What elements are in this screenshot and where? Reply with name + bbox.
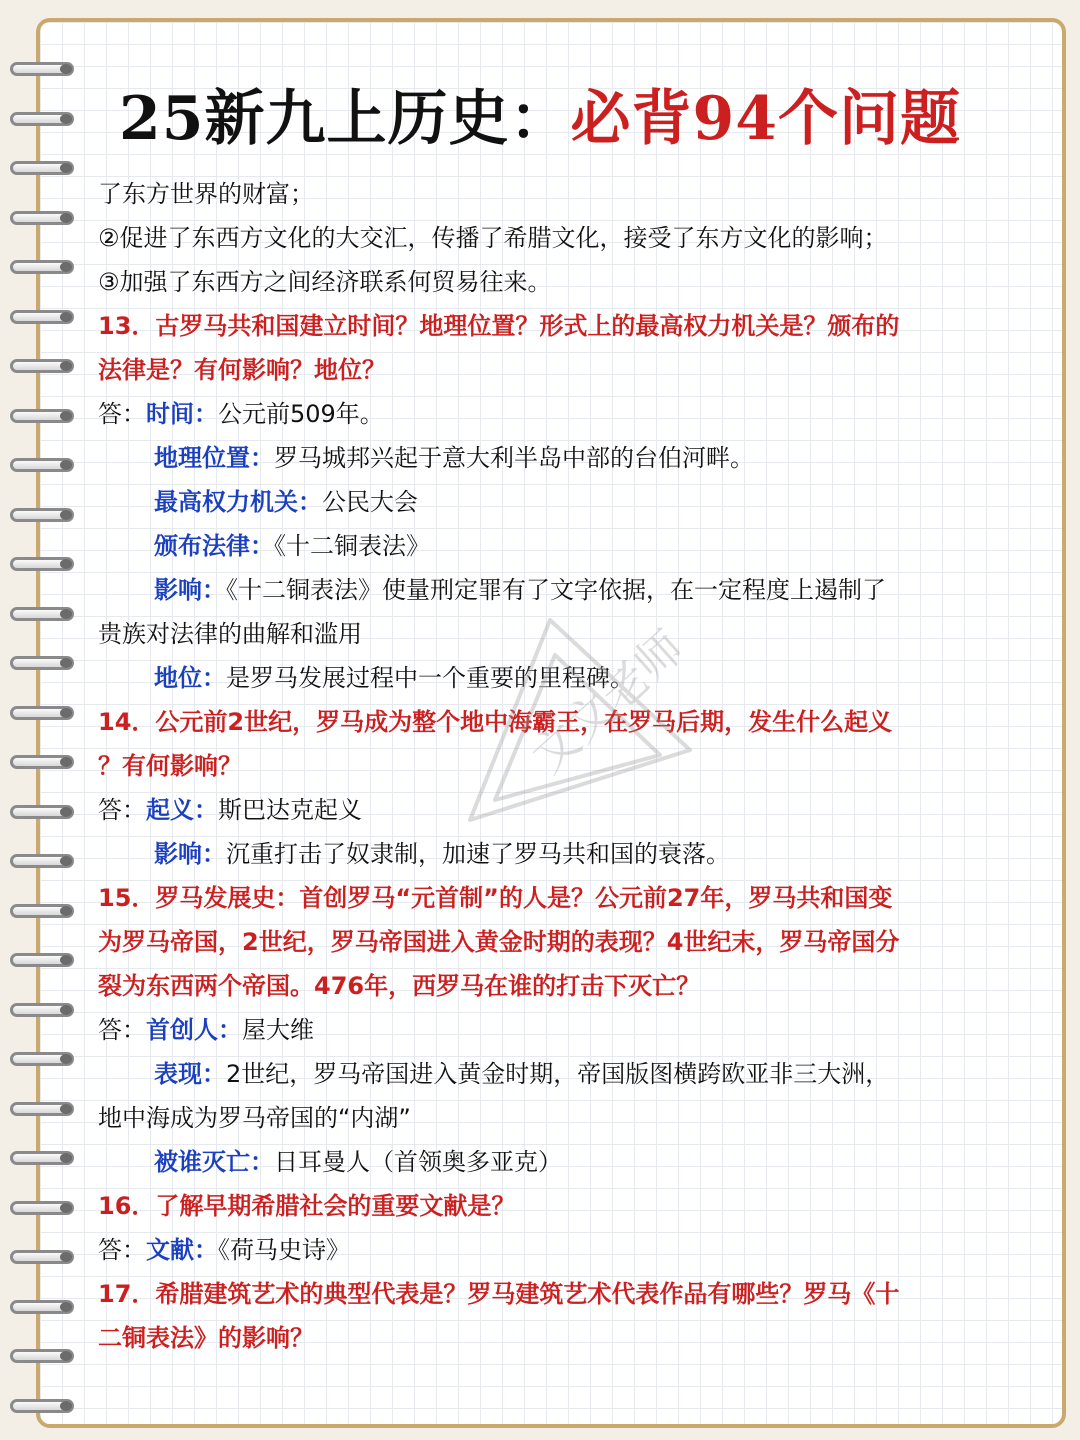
answer-label: 起义： [146,796,218,824]
answer-text: 《荷马史诗》 [218,1236,350,1264]
answer-13-status [98,656,1028,700]
answer-text: 斯巴达克起义 [218,796,362,824]
binding-ring [8,1197,78,1219]
binding-ring [8,1048,78,1070]
answer-text: 公元前509年。 [218,400,384,428]
question-16-line-1: 16．了解早期希腊社会的重要文献是？ [98,1192,516,1220]
answer-14-revolt [98,788,1028,832]
binding-ring [8,652,78,674]
title-part-1: 25新九上历史： [119,84,571,154]
question-14-line-2: ？有何影响？ [98,752,242,780]
question-17-line-1: 17．希腊建筑艺术的典型代表是？罗马建筑艺术代表作品有哪些？罗马《十 [98,1280,900,1308]
answer-13-impact-cont: 贵族对法律的曲解和滥用 [98,620,362,648]
answer-13-org [98,480,1028,524]
notes-content [98,172,1028,1360]
answer-text: 屋大维 [242,1016,314,1044]
binding-ring [8,1296,78,1318]
binding-ring [8,504,78,526]
binding-ring [8,1345,78,1367]
answer-label: 时间： [146,400,218,428]
page-title [0,74,1080,164]
binding-ring [8,702,78,724]
binding-ring [8,603,78,625]
question-15-line-2: 为罗马帝国，2世纪，罗马帝国进入黄金时期的表现？4世纪末，罗马帝国分 [98,928,900,956]
answer-15-founder [98,1008,1028,1052]
binding-ring [8,1246,78,1268]
text-line: 了东方世界的财富； [98,180,314,208]
answer-label: 颁布法律： [154,532,274,560]
answer-15-perf-cont: 地中海成为罗马帝国的“内湖” [98,1104,411,1132]
title-part-2: 必背94个问题 [570,84,961,154]
binding-ring [8,256,78,278]
answer-13-time [98,392,1028,436]
question-15-line-3: 裂为东西两个帝国。476年，西罗马在谁的打击下灭亡？ [98,972,701,1000]
binding-ring [8,999,78,1021]
answer-label: 首创人： [146,1016,242,1044]
answer-text: 是罗马发展过程中一个重要的里程碑。 [226,664,634,692]
binding-ring [8,900,78,922]
answer-prefix: 答： [98,1016,146,1044]
answer-text: 《十二铜表法》 [274,532,430,560]
binding-ring [8,553,78,575]
binding-ring [8,355,78,377]
answer-13-geo [98,436,1028,480]
binding-ring [8,850,78,872]
binding-ring [8,306,78,328]
text-line: ③加强了东西方之间经济联系何贸易往来。 [98,268,552,296]
answer-13-impact [98,568,1028,612]
answer-text: 《十二铜表法》使量刑定罪有了文字依据，在一定程度上遏制了 [226,576,886,604]
answer-label: 被谁灭亡： [154,1148,274,1176]
answer-prefix: 答： [98,400,146,428]
binding-ring [8,751,78,773]
answer-label: 最高权力机关： [154,488,322,516]
watermark-text: 文文老师 [521,619,695,784]
question-13-line-2: 法律是？有何影响？地位？ [98,356,386,384]
question-17-line-2: 二铜表法》的影响？ [98,1324,314,1352]
question-15-line-1: 15．罗马发展史：首创罗马“元首制”的人是？公元前27年，罗马共和国变 [98,884,893,912]
answer-text: 公民大会 [322,488,418,516]
binding-ring [8,1395,78,1417]
binding-ring [8,454,78,476]
answer-label: 文献： [146,1236,218,1264]
answer-prefix: 答： [98,796,146,824]
spiral-binding [8,0,78,1440]
answer-text: 2世纪，罗马帝国进入黄金时期，帝国版图横跨欧亚非三大洲， [226,1060,890,1088]
answer-text: 日耳曼人（首领奥多亚克） [274,1148,562,1176]
answer-text: 沉重打击了奴隶制，加速了罗马共和国的衰落。 [226,840,730,868]
binding-ring [8,801,78,823]
question-13-line-1: 13．古罗马共和国建立时间？地理位置？形式上的最高权力机关是？颁布的 [98,312,900,340]
question-14-line-1: 14．公元前2世纪，罗马成为整个地中海霸王，在罗马后期，发生什么起义 [98,708,893,736]
binding-ring [8,207,78,229]
binding-ring [8,1147,78,1169]
text-line: ②促进了东西方文化的大交汇，传播了希腊文化，接受了东方文化的影响； [98,224,888,252]
answer-text: 罗马城邦兴起于意大利半岛中部的台伯河畔。 [274,444,754,472]
binding-ring [8,405,78,427]
answer-15-fall [98,1140,1028,1184]
answer-label: 地理位置： [154,444,274,472]
answer-label: 地位： [154,664,226,692]
answer-14-impact [98,832,1028,876]
answer-label: 影响： [154,576,226,604]
answer-prefix: 答： [98,1236,146,1264]
answer-15-perf [98,1052,1028,1096]
answer-label: 表现： [154,1060,226,1088]
binding-ring [8,949,78,971]
binding-ring [8,1098,78,1120]
answer-13-law [98,524,1028,568]
answer-label: 影响： [154,840,226,868]
answer-16-doc [98,1228,1028,1272]
